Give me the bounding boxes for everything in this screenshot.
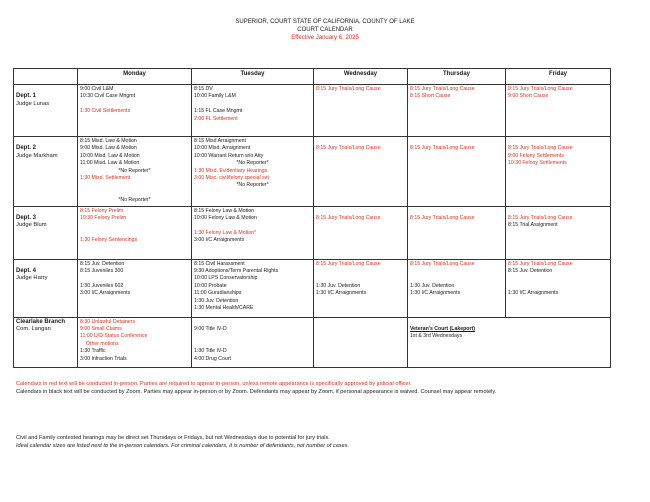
calendar-entry: [316, 268, 405, 275]
calendar-entry: 9:30 Adoptions/Term Parental Rights: [194, 268, 279, 275]
day-cell-tuesday: [192, 317, 314, 367]
calendar-entry: [508, 275, 608, 282]
dept-name: Dept. 4: [16, 268, 37, 275]
calendar-entry: [194, 333, 311, 340]
calendar-entry: [80, 222, 189, 229]
calendar-entry: [194, 222, 311, 229]
calendar-entry: 8:15 DV: [194, 86, 213, 92]
calendar-entry: 8:15 Felony Law & Motion: [194, 207, 254, 214]
dept-cell: [14, 206, 78, 259]
col-header-friday: Friday: [506, 69, 611, 85]
day-cell-tuesday: [192, 137, 314, 207]
calendar-entry: 8:15 Jury Trials/Long Cause: [410, 145, 475, 152]
calendar-entry: 8:15 Juveniles 300: [80, 268, 124, 275]
calendar-entry: [80, 230, 189, 237]
calendar-row: [14, 259, 611, 317]
calendar-entry: 9:00 Title IV-D: [194, 326, 227, 333]
calendar-entry: 1:30 I/C Arraignments: [410, 290, 461, 297]
calendar-entry: 1:30 I/C Arraignments: [508, 290, 559, 297]
calendar-entry: 10:00 Warrant Return w/o Atty: [194, 152, 264, 159]
col-header-thursday: Thursday: [408, 69, 506, 85]
calendar-entry: [80, 101, 189, 108]
calendar-entry: 11:00 Misd. Law & Motion: [80, 160, 140, 167]
day-cell-wednesday: [314, 259, 408, 317]
calendar-entry: [194, 341, 311, 348]
calendar-entry: 8:15 Jury Trials/Long Cause: [508, 86, 573, 92]
day-cell-thursday: [408, 85, 506, 137]
day-cell-monday: [78, 317, 192, 367]
calendar-entry: 10:00 Probate: [194, 282, 227, 289]
veterans-court-schedule: 1st & 3rd Wednesdays: [410, 333, 463, 340]
calendar-entry: 8:15 Jury Trials/Long Cause: [508, 145, 573, 152]
calendar-entry: 8:15 Trial Assignment: [508, 222, 558, 229]
col-header-wednesday: Wednesday: [314, 69, 408, 85]
calendar-entry: 1:30 Juv. Detention: [410, 282, 455, 289]
calendar-entry: 2:00 FL Settlement: [194, 115, 238, 122]
calendar-entry: 10:30 Civil Case Mngmt: [80, 93, 136, 100]
calendar-entry: [410, 275, 503, 282]
calendar-entry: 1:30 Mental Health/CARE: [194, 305, 254, 312]
calendar-entry: [316, 275, 405, 282]
dept-cell: [14, 259, 78, 317]
in-person-note: Calendars in red text will be conducted in-person. Parties are required to appear in-person, unless remote appearance is specifically approved by judicial officer.: [16, 381, 412, 387]
day-cell-wednesday: [314, 206, 408, 259]
calendar-row: [14, 206, 611, 259]
calendar-entry: 1:30 Traffic: [80, 348, 106, 355]
calendar-row: [14, 137, 611, 207]
day-cell-wednesday: [314, 317, 408, 367]
calendar-entry: [80, 190, 189, 197]
calendar-entry: 1:30 Civil Settlements: [80, 108, 131, 115]
calendar-entry: 10:30 Felony Settlements: [508, 160, 567, 167]
corner-cell: [14, 69, 78, 85]
day-cell-friday: [506, 137, 611, 207]
calendar-entry: 11:00 Guradianships: [194, 290, 242, 297]
judge-name: Judge Lunas: [16, 100, 50, 107]
dept-cell: [14, 137, 78, 207]
calendar-entry: 10:00 Family L&M: [194, 93, 236, 100]
judge-name: Judge Markham: [16, 152, 58, 159]
calendar-size-note: Ideal calendar sizes are listed next to the in-person calendars. For criminal calendars, it is number of defendants, not number of cases.: [16, 443, 350, 449]
calendar-entry: 9:00 Civil L&M: [80, 86, 114, 92]
calendar-entry: 3:00 Infraction Trials: [80, 355, 127, 362]
calendar-entry: 10:00 Misd. Law & Motion: [80, 152, 140, 159]
day-cell-thursday: [408, 259, 506, 317]
contested-hearings-note: Civil and Family contested hearings may be direct set Thursdays or Fridays, but not Wednesdays due to potential for jury trials.: [16, 435, 330, 441]
calendar-entry: 1:30 Felony Law & Motion*: [194, 229, 256, 236]
day-cell-monday: [78, 137, 192, 207]
calendar-entry: 10:00 Misd. Arraignment: [194, 145, 251, 152]
calendar-title: COURT CALENDAR: [297, 27, 353, 33]
calendar-entry: 9:00 Felony Settlements: [508, 152, 564, 159]
calendar-entry: [80, 182, 189, 189]
day-cell-monday: [78, 85, 192, 137]
day-cell-friday: [506, 259, 611, 317]
calendar-entry: 3:00 I/C Arraignments: [194, 237, 245, 244]
calendar-entry: 8:15 Misd Arraignment: [194, 138, 246, 144]
day-cell-wednesday: [314, 137, 408, 207]
calendar-entry: 8:15 Short Cause: [410, 93, 451, 100]
day-cell-tuesday: [192, 206, 314, 259]
day-cell-friday: [506, 206, 611, 259]
veterans-court-title: Veteran's Court (Lakeport): [410, 326, 475, 333]
col-header-tuesday: Tuesday: [192, 69, 314, 85]
dept-name: Dept. 2: [16, 145, 37, 152]
calendar-entry: [508, 283, 608, 290]
calendar-entry: 8:15 Jury Trials/Long Cause: [410, 86, 475, 92]
calendar-entry: 11:00 U/D Status Conference: [80, 333, 148, 340]
calendar-entry: 1:30 Felony Sentencings: [80, 237, 138, 244]
calendar-entry: 1:30 Juveniles 602: [80, 282, 124, 289]
calendar-entry: 8:15 Jury Trials/Long Cause: [410, 215, 475, 222]
calendar-entry: [80, 275, 189, 282]
day-cell-friday: [506, 85, 611, 137]
calendar-entry: 9:00 Misd. Law & Motion: [80, 145, 137, 152]
court-calendar-table: [13, 68, 611, 368]
day-cell-monday: [78, 206, 192, 259]
calendar-entry: 8:15 Jury Trials/Long Cause: [508, 260, 573, 267]
calendar-entry: 8:15 Juv. Detention: [80, 260, 125, 267]
zoom-note: Calendars in black text will be conducted by Zoom. Parties may appear in-person or by Zoom. Defendants may appear by Zoom, if personal appearance is waived. Counsel may appear remotely.: [16, 389, 497, 395]
day-cell-monday: [78, 259, 192, 317]
header-row: [14, 69, 611, 85]
judge-name: Judge Blum: [16, 222, 47, 229]
veterans-court-cell: [408, 317, 611, 367]
dept-name: Clearlake Branch: [16, 318, 66, 325]
court-name: SUPERIOR, COURT STATE OF CALIFORNIA, COUNTY OF LAKE: [235, 19, 415, 25]
calendar-entry: [194, 101, 311, 108]
judge-name: Judge Harry: [16, 275, 48, 282]
calendar-entry: 9:00 Short Cause: [508, 93, 549, 100]
day-cell-thursday: [408, 206, 506, 259]
calendar-entry: 1:30 I/C Arraignments: [316, 290, 367, 297]
dept-name: Dept. 3: [16, 215, 37, 222]
dept-cell: [14, 317, 78, 367]
day-cell-tuesday: [192, 259, 314, 317]
calendar-entry: 8:15 Misd. Law & Motion: [80, 138, 137, 144]
calendar-entry: *No Reporter*: [118, 197, 151, 204]
calendar-entry: 8:15 Jury Trials/Long Cause: [508, 215, 573, 222]
calendar-entry: 4:00 Drug Court: [194, 355, 231, 362]
calendar-entry: 1:15 FL Case Mngmt: [194, 108, 243, 115]
calendar-entry: [194, 319, 311, 326]
calendar-entry: 8:15 Jury Trials/Long Cause: [410, 260, 475, 267]
calendar-entry: *No Reporter*: [236, 182, 269, 189]
calendar-entry: 1:30 Juv. Detention: [194, 297, 239, 304]
calendar-entry: 8:15 Jury Trials/Long Cause: [316, 260, 381, 267]
calendar-entry: 1:30 Juv. Detention: [316, 282, 361, 289]
calendar-entry: 10:00 LPS Conservatorship: [194, 275, 258, 282]
calendar-entry: 8:30 Unlawful Detainers: [80, 318, 136, 325]
calendar-entry: 10:30 Felony Prelim: [80, 215, 127, 222]
judge-name: Com. Langan: [16, 326, 51, 333]
calendar-row: [14, 317, 611, 367]
effective-date: Effective January 6, 2025: [291, 35, 359, 41]
calendar-entry: 8:15 Juv. Detention: [508, 268, 553, 275]
calendar-entry: 1:30 Title IV-D: [194, 348, 227, 355]
dept-name: Dept. 1: [16, 93, 37, 100]
calendar-entry: 8:15 Jury Trials/Long Cause: [316, 215, 381, 222]
calendar-entry: 1:30 Misd. Evidentiary Hearings: [194, 167, 268, 174]
calendar-entry: 8:15 Jury Trials/Long Cause: [316, 145, 381, 152]
calendar-entry: 8:15 Civil Harassment: [194, 260, 245, 267]
calendar-entry: 3:00 I/C Arraignments: [80, 290, 131, 297]
day-cell-tuesday: [192, 85, 314, 137]
calendar-entry: [410, 268, 503, 275]
calendar-entry: *No Reporter*: [118, 167, 151, 174]
day-cell-thursday: [408, 137, 506, 207]
day-cell-wednesday: [314, 85, 408, 137]
dept-cell: [14, 85, 78, 137]
calendar-entry: 1:30 Misd. Settlement: [80, 175, 131, 182]
col-header-monday: Monday: [78, 69, 192, 85]
calendar-entry: 8:15 Felony Prelim: [80, 207, 124, 214]
calendar-entry: 10:00 Felony Law & Motion: [194, 215, 257, 222]
calendar-entry: Other motions: [86, 340, 119, 347]
calendar-entry: 9:00 Small Claims: [80, 326, 122, 333]
calendar-entry: 8:15 Jury Trials/Long Cause: [316, 86, 381, 92]
calendar-entry: 3:00 Misc. civil/felony special set: [194, 175, 269, 182]
calendar-row: [14, 85, 611, 137]
calendar-entry: *No Reporter*: [236, 160, 269, 167]
